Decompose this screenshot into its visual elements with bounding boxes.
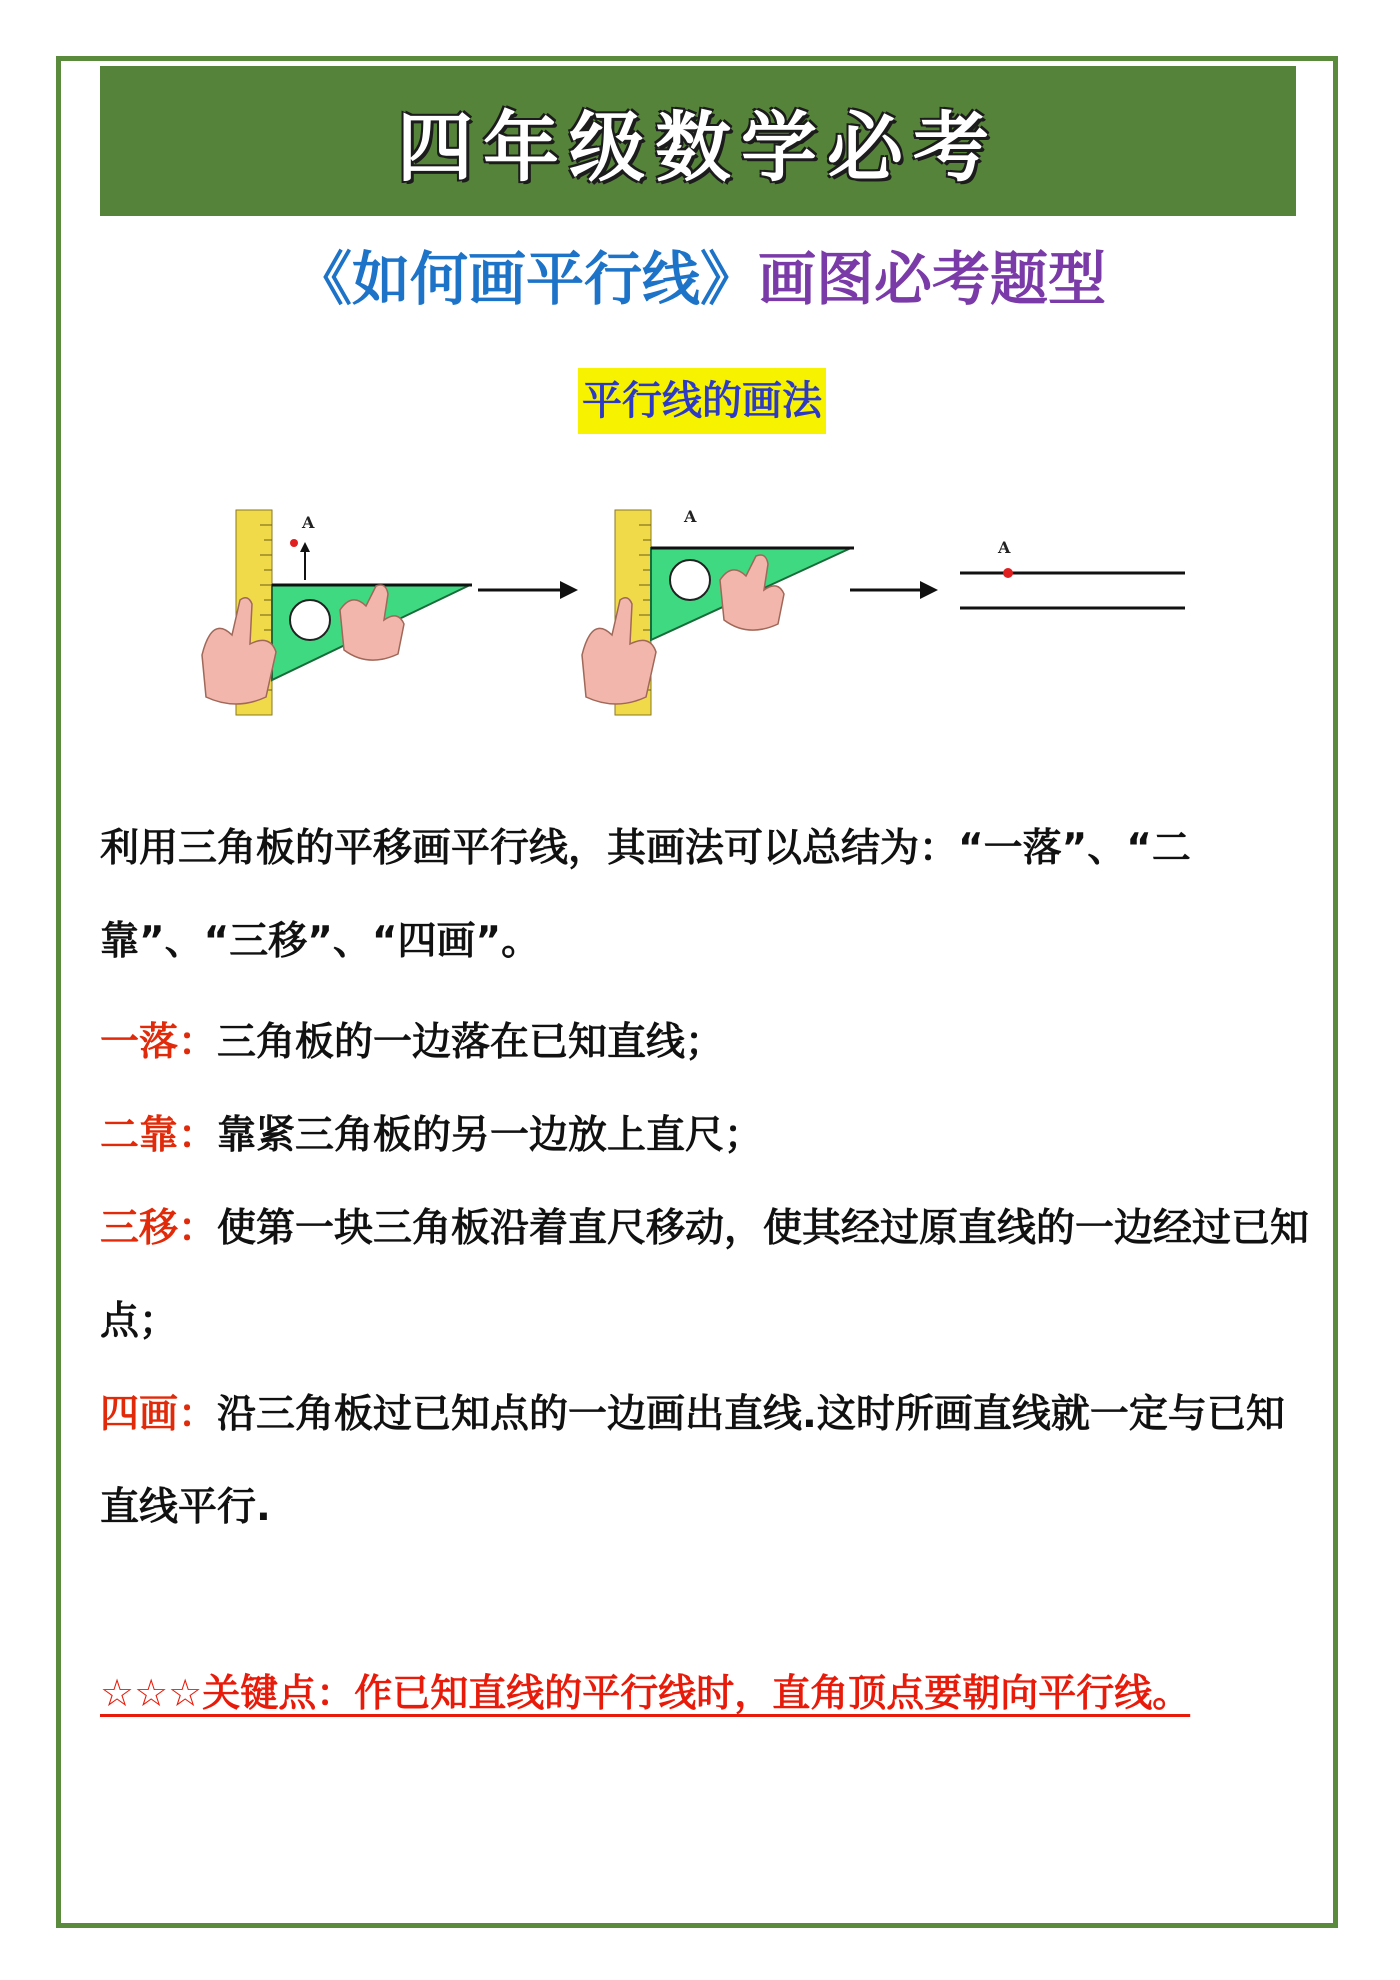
page-border xyxy=(56,56,1338,1928)
step-label: 二靠： xyxy=(100,1113,218,1158)
intro-paragraph: 利用三角板的平移画平行线，其画法可以总结为：“一落”、“二靠”、“三移”、“四画”。 xyxy=(100,826,1191,964)
step-label: 四画： xyxy=(100,1392,218,1437)
parallel-line-illustration xyxy=(190,480,1210,740)
subtitle-topic: 《如何画平行线》 xyxy=(293,245,758,313)
header-banner xyxy=(100,66,1296,216)
step-text: 靠紧三角板的另一边放上直尺； xyxy=(217,1113,764,1158)
step-label: 三移： xyxy=(100,1206,218,1251)
step-item xyxy=(100,996,1310,1089)
point-label: A xyxy=(302,513,315,532)
step-text: 三角板的一边落在已知直线； xyxy=(217,1020,725,1065)
point-label: A xyxy=(998,538,1011,557)
section-heading: 平行线的画法 xyxy=(578,368,826,434)
known-point-icon xyxy=(1003,568,1013,578)
step-text: 沿三角板过已知点的一边画出直线.这时所画直线就一定与已知直线平行. xyxy=(100,1392,1285,1530)
step-two-figure xyxy=(582,507,854,715)
key-point-note: ☆☆☆关键点：作已知直线的平行线时，直角顶点要朝向平行线。 xyxy=(100,1671,1191,1715)
step-text: 使第一块三角板沿着直尺移动，使其经过原直线的一边经过已知点； xyxy=(100,1206,1310,1344)
step-item xyxy=(100,1182,1310,1368)
point-label: A xyxy=(684,507,697,526)
page-title: 四年级数学必考 xyxy=(397,102,999,192)
subtitle xyxy=(0,232,1400,316)
step-item xyxy=(100,1368,1310,1554)
step-one-figure xyxy=(202,510,472,715)
known-point-icon xyxy=(290,539,298,547)
step-item xyxy=(100,1089,1310,1182)
result-figure xyxy=(960,538,1185,608)
step-label: 一落： xyxy=(100,1020,218,1065)
subtitle-type: 画图必考题型 xyxy=(758,245,1107,313)
